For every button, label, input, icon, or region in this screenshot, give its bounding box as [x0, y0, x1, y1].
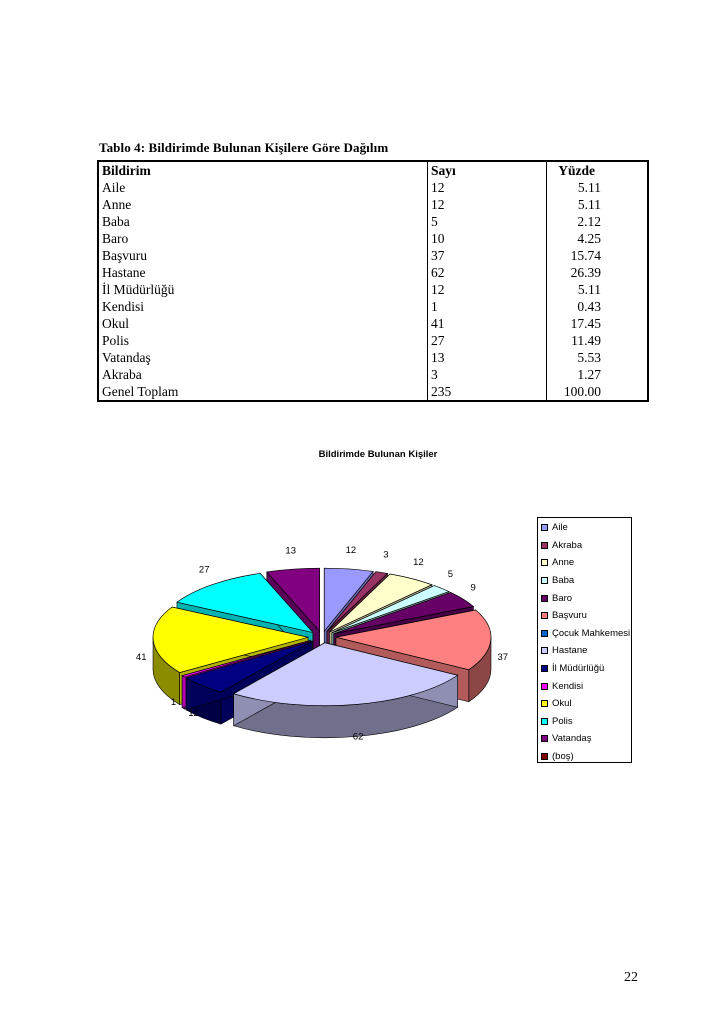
cell-sayi: 27 — [428, 332, 547, 349]
data-label: 5 — [447, 569, 454, 581]
legend-swatch — [541, 700, 548, 707]
legend-swatch — [541, 630, 548, 637]
legend-label: İl Müdürlüğü — [552, 663, 605, 675]
cell-bildirim: Hastane — [98, 264, 428, 281]
legend-label: Başvuru — [552, 610, 587, 622]
legend-swatch — [541, 753, 548, 760]
cell-yuzde: 5.53 — [577, 350, 601, 365]
cell-sayi: 37 — [428, 247, 547, 264]
cell-yuzde: 5.11 — [577, 282, 601, 297]
cell-sayi: 5 — [428, 213, 547, 230]
cell-yuzde: 100.00 — [563, 384, 601, 399]
table-caption: Tablo 4: Bildirimde Bulunan Kişilere Göre Dağılım — [99, 140, 389, 155]
data-label: 9 — [470, 582, 476, 594]
cell-sayi: 41 — [428, 315, 547, 332]
legend-item — [538, 677, 631, 695]
data-label: 3 — [383, 549, 389, 561]
legend-item — [538, 519, 631, 537]
legend-item — [538, 642, 631, 660]
chart-legend — [537, 517, 632, 763]
cell-sayi: 1 — [428, 298, 547, 315]
cell-sayi: 13 — [428, 349, 547, 366]
legend-swatch — [541, 577, 548, 584]
cell-yuzde: 26.39 — [570, 265, 601, 280]
legend-label: Baro — [552, 592, 573, 604]
header-yuzde: Yüzde — [558, 163, 595, 178]
cell-bildirim: İl Müdürlüğü — [98, 281, 428, 298]
legend-swatch — [541, 735, 548, 742]
chart-title: Bildirimde Bulunan Kişiler — [318, 449, 438, 460]
legend-item — [538, 695, 631, 713]
cell-sayi: 12 — [428, 196, 547, 213]
legend-swatch — [541, 559, 548, 566]
legend-swatch — [541, 683, 548, 690]
cell-sayi: 235 — [428, 383, 547, 401]
cell-yuzde: 2.12 — [577, 214, 601, 229]
data-label: 13 — [285, 545, 296, 557]
data-label: 1 — [170, 696, 177, 708]
data-label: 12 — [413, 557, 424, 569]
cell-bildirim: Başvuru — [98, 247, 428, 264]
cell-bildirim: Baba — [98, 213, 428, 230]
legend-label: Polis — [552, 715, 573, 727]
header-sayi: Sayı — [428, 161, 547, 179]
cell-sayi: 62 — [428, 264, 547, 281]
legend-swatch — [541, 595, 548, 602]
cell-sayi: 12 — [428, 179, 547, 196]
cell-yuzde: 0.43 — [577, 299, 601, 314]
legend-label: Vatandaş — [552, 733, 592, 745]
data-label: 62 — [352, 731, 364, 743]
legend-label: Hastane — [552, 645, 588, 657]
legend-label: Akraba — [552, 539, 583, 551]
data-label: 41 — [135, 652, 147, 664]
data-label: 37 — [497, 652, 509, 664]
legend-item — [538, 625, 631, 643]
legend-item — [538, 660, 631, 678]
legend-item — [538, 607, 631, 625]
legend-item — [538, 730, 631, 748]
legend-label: Anne — [552, 557, 575, 569]
legend-item — [538, 572, 631, 590]
cell-yuzde: 5.11 — [577, 180, 601, 195]
cell-yuzde: 1.27 — [577, 367, 601, 382]
cell-bildirim: Polis — [98, 332, 428, 349]
legend-item — [538, 537, 631, 555]
data-label: 27 — [198, 564, 210, 576]
cell-bildirim: Kendisi — [98, 298, 428, 315]
legend-label: Baba — [552, 575, 575, 587]
cell-bildirim: Baro — [98, 230, 428, 247]
legend-label: Okul — [552, 698, 572, 710]
cell-sayi: 3 — [428, 366, 547, 383]
cell-bildirim: Vatandaş — [98, 349, 428, 366]
cell-yuzde: 17.45 — [570, 316, 601, 331]
legend-swatch — [541, 718, 548, 725]
legend-swatch — [541, 665, 548, 672]
legend-swatch — [541, 524, 548, 531]
legend-swatch — [541, 612, 548, 619]
cell-sayi: 10 — [428, 230, 547, 247]
page-number: 22 — [624, 970, 638, 985]
legend-item — [538, 713, 631, 731]
header-bildirim: Bildirim — [98, 161, 428, 179]
cell-bildirim: Anne — [98, 196, 428, 213]
cell-yuzde: 4.25 — [577, 231, 601, 246]
legend-item — [538, 554, 631, 572]
cell-bildirim: Aile — [98, 179, 428, 196]
cell-yuzde: 5.11 — [577, 197, 601, 212]
legend-label: Kendisi — [552, 680, 584, 692]
cell-bildirim: Akraba — [98, 366, 428, 383]
legend-label: (boş) — [552, 751, 574, 763]
legend-swatch — [541, 647, 548, 654]
cell-sayi: 12 — [428, 281, 547, 298]
data-label: 12 — [188, 708, 199, 720]
legend-item — [538, 748, 631, 766]
legend-label: Çocuk Mahkemesi — [552, 627, 631, 639]
cell-yuzde: 15.74 — [570, 248, 601, 263]
legend-label: Aile — [552, 522, 568, 534]
legend-swatch — [541, 542, 548, 549]
data-label: 12 — [345, 545, 357, 557]
cell-yuzde: 11.49 — [571, 333, 601, 348]
cell-bildirim: Okul — [98, 315, 428, 332]
legend-item — [538, 589, 631, 607]
cell-bildirim: Genel Toplam — [98, 383, 428, 401]
